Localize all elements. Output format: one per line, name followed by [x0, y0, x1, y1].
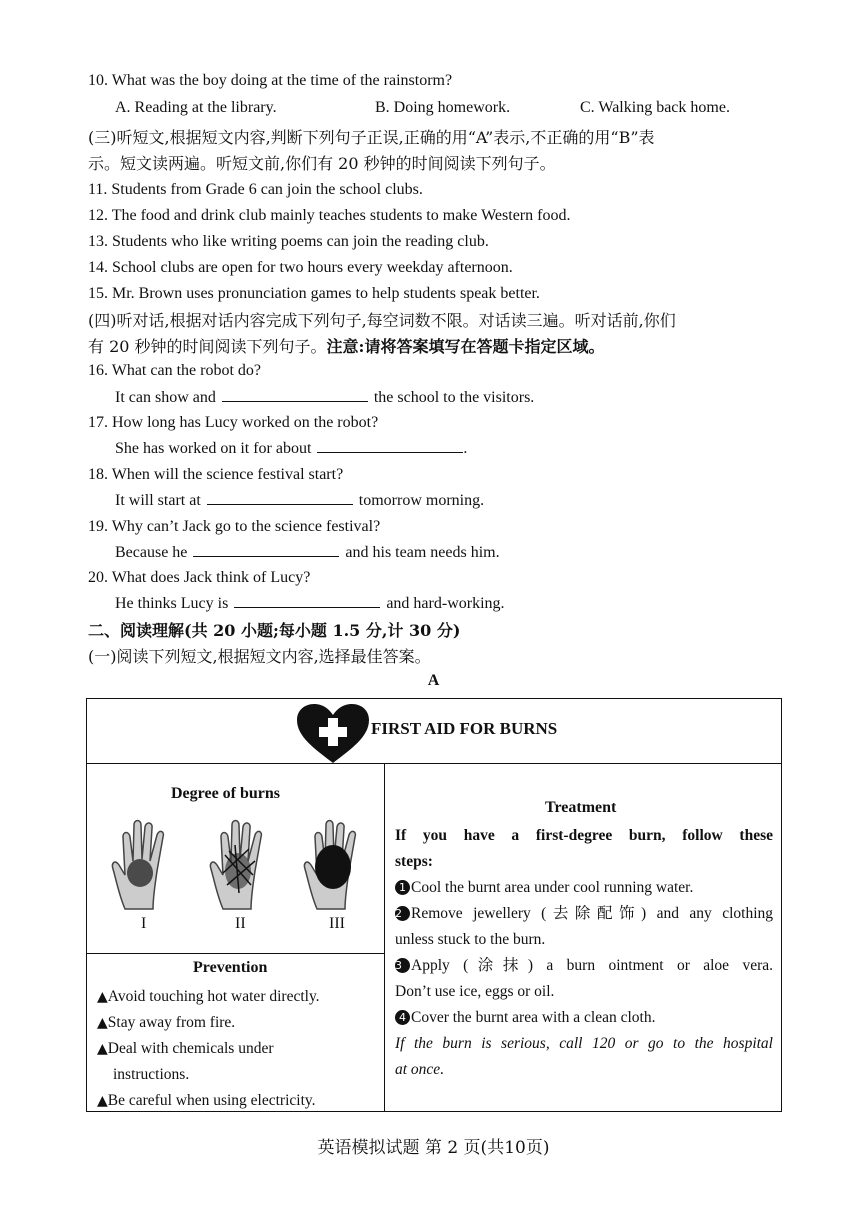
section4-instruction-1: (四)听对话,根据对话内容完成下列句子,每空词数不限。对话读三遍。听对话前,你们 [88, 311, 676, 330]
prevention-item-4 [97, 1088, 316, 1114]
question-14: 14. School clubs are open for two hours every weekday afternoon. [88, 259, 513, 276]
hand-second-degree-icon [205, 815, 277, 911]
hand-first-degree-icon [107, 815, 179, 911]
triangle-icon: ▲ [97, 989, 108, 1005]
part2-heading: 二、阅读理解(共 20 小题;每小题 1.5 分,计 30 分) [88, 621, 461, 640]
question-12: 12. The food and drink club mainly teaches students to make Western food. [88, 207, 571, 224]
treatment-step-4 [395, 1005, 773, 1031]
number-3-icon: 3 [395, 958, 410, 973]
prevention-text-4: Be careful when using electricity. [107, 1092, 316, 1109]
question-15: 15. Mr. Brown uses pronunciation games to help students speak better. [88, 285, 540, 302]
step-1-text: Cool the burnt area under cool running water. [411, 879, 694, 896]
question-18: 18. When will the science festival start? [88, 466, 344, 483]
answer-18-blank[interactable] [207, 490, 353, 505]
answer-16-blank[interactable] [222, 387, 368, 402]
degree-label-3: III [329, 915, 345, 932]
first-aid-poster [86, 698, 782, 1112]
answer-19-after: and his team needs him. [345, 544, 500, 561]
treatment-step-2 [395, 901, 773, 927]
triangle-icon: ▲ [97, 1015, 108, 1031]
part2-subheading: (一)阅读下列短文,根据短文内容,选择最佳答案。 [88, 647, 431, 666]
passage-label: A [427, 672, 440, 689]
degree-title: Degree of burns [171, 785, 281, 802]
answer-line-18 [115, 490, 484, 512]
question-16: 16. What can the robot do? [88, 362, 261, 379]
question-20: 20. What does Jack think of Lucy? [88, 569, 311, 586]
degree-label-1: I [141, 915, 147, 932]
option-b: B. Doing homework. [375, 99, 511, 116]
section4-instruction-text: 有 20 秒钟的时间阅读下列句子。 [88, 337, 327, 356]
heart-cross-icon [295, 703, 371, 765]
question-11: 11. Students from Grade 6 can join the school clubs. [88, 181, 423, 198]
prevention-item-1 [97, 984, 320, 1010]
treatment-step-3-cont: Don’t use ice, eggs or oil. [395, 983, 555, 1000]
number-4-icon: 4 [395, 1010, 410, 1025]
number-1-icon: 1 [395, 880, 410, 895]
treatment-title: Treatment [545, 799, 617, 816]
degree-label-2: II [235, 915, 246, 932]
step-2-text: Remove jewellery (去除配饰) and any clothing [411, 905, 773, 922]
question-13: 13. Students who like writing poems can join the reading club. [88, 233, 489, 250]
option-a: A. Reading at the library. [115, 99, 277, 116]
answer-line-19 [115, 542, 500, 564]
question-10: 10. What was the boy doing at the time of the rainstorm? [88, 72, 453, 89]
answer-line-20 [115, 593, 505, 615]
treatment-note-1: If the burn is serious, call 120 or go to the hospital [395, 1035, 773, 1052]
poster-title: FIRST AID FOR BURNS [371, 719, 558, 738]
hand-third-degree-icon [299, 815, 371, 911]
answer-19-blank[interactable] [193, 542, 339, 557]
answer-20-before: He thinks Lucy is [115, 595, 229, 612]
answer-16-before: It can show and [115, 389, 216, 406]
section3-instruction-1: (三)听短文,根据短文内容,判断下列句子正误,正确的用“A”表示,不正确的用“B”表 [88, 128, 655, 147]
question-17: 17. How long has Lucy worked on the robot? [88, 414, 379, 431]
prevention-item-3-cont: instructions. [113, 1066, 190, 1083]
treatment-step-2-cont: unless stuck to the burn. [395, 931, 546, 948]
answer-20-after: and hard-working. [386, 595, 505, 612]
prevention-item-2 [97, 1010, 235, 1036]
treatment-step-1 [395, 875, 773, 901]
answer-18-before: It will start at [115, 492, 201, 509]
answer-line-16 [115, 387, 534, 409]
section4-notice: 注意:请将答案填写在答题卡指定区域。 [326, 337, 605, 356]
treatment-step-3 [395, 953, 773, 979]
treatment-note-2: at once. [395, 1061, 445, 1078]
treatment-cell [385, 763, 781, 1111]
page-footer: 英语模拟试题 第 2 页(共10页) [317, 1138, 550, 1158]
prevention-text-3: Deal with chemicals under [107, 1040, 274, 1057]
prevention-title: Prevention [193, 959, 268, 976]
answer-16-after: the school to the visitors. [373, 389, 535, 406]
answer-20-blank[interactable] [234, 593, 380, 608]
answer-17-blank[interactable] [317, 438, 463, 453]
step-4-text: Cover the burnt area with a clean cloth. [411, 1009, 656, 1026]
section3-instruction-2: 示。短文读两遍。听短文前,你们有 20 秒钟的时间阅读下列句子。 [88, 154, 556, 173]
number-2-icon: 2 [395, 906, 410, 921]
question-19: 19. Why can’t Jack go to the science festival? [88, 518, 381, 535]
prevention-item-3 [97, 1036, 273, 1062]
poster-divider-left [87, 953, 384, 954]
prevention-text-2: Stay away from fire. [107, 1014, 236, 1031]
treatment-intro-2: steps: [395, 853, 433, 870]
option-c: C. Walking back home. [580, 99, 730, 116]
answer-18-after: tomorrow morning. [358, 492, 485, 509]
answer-17-after: . [463, 440, 468, 457]
answer-17-before: She has worked on it for about [115, 440, 312, 457]
treatment-intro-1: If you have a first-degree burn, follow these [395, 827, 773, 844]
prevention-text-1: Avoid touching hot water directly. [107, 988, 320, 1005]
step-3-text: Apply (涂抹) a burn ointment or aloe vera. [411, 957, 773, 974]
triangle-icon: ▲ [97, 1041, 108, 1057]
section4-instruction-2 [88, 336, 604, 358]
answer-19-before: Because he [115, 544, 188, 561]
answer-line-17 [115, 438, 467, 460]
triangle-icon: ▲ [97, 1093, 108, 1109]
